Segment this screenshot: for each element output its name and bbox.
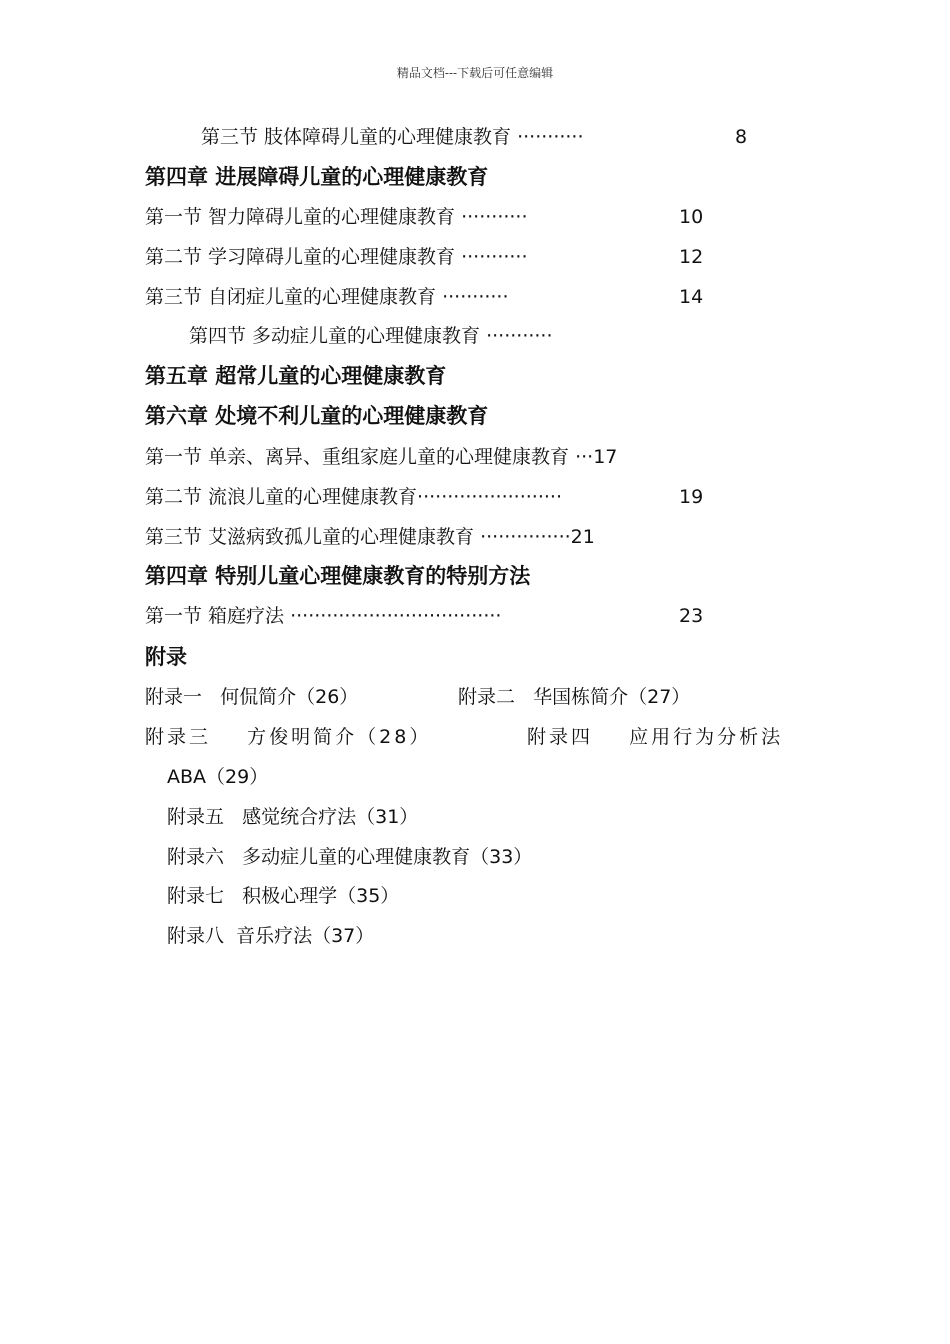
toc-page-number: 10 bbox=[679, 206, 704, 228]
toc-page-number: 14 bbox=[679, 286, 704, 308]
appendix-line: 附录八 音乐疗法（37） bbox=[167, 925, 375, 947]
toc-line: 第一节 箱庭疗法 ··································· bbox=[145, 605, 502, 627]
appendix-line: 附录四 应用行为分析法 bbox=[527, 726, 784, 748]
toc-line: 第二节 学习障碍儿童的心理健康教育 ··········· bbox=[145, 246, 528, 268]
toc-chapter: 第四章 进展障碍儿童的心理健康教育 bbox=[145, 165, 489, 189]
toc-line: 第三节 自闭症儿童的心理健康教育 ··········· bbox=[145, 286, 509, 308]
toc-chapter: 附录 bbox=[145, 645, 187, 669]
toc-chapter: 第五章 超常儿童的心理健康教育 bbox=[145, 364, 447, 388]
toc-chapter: 第四章 特别儿童心理健康教育的特别方法 bbox=[145, 564, 531, 588]
appendix-line: 附录五 感觉统合疗法（31） bbox=[167, 806, 419, 828]
toc-page-number: 19 bbox=[679, 486, 704, 508]
toc-line: 第三节 肢体障碍儿童的心理健康教育 ··········· bbox=[201, 126, 584, 148]
toc-line: 第一节 智力障碍儿童的心理健康教育 ··········· bbox=[145, 206, 528, 228]
toc-line: 第四节 多动症儿童的心理健康教育 ··········· bbox=[189, 325, 553, 347]
toc-page-number: 23 bbox=[679, 605, 704, 627]
page-header: 精品文档---下载后可任意编辑 bbox=[396, 66, 554, 80]
toc-line: 第二节 流浪儿童的心理健康教育························ bbox=[145, 486, 562, 508]
appendix-line: 附录六 多动症儿童的心理健康教育（33） bbox=[167, 846, 533, 868]
toc-line: 第三节 艾滋病致孤儿童的心理健康教育 ···············21 bbox=[145, 526, 595, 548]
appendix-line: 附录七 积极心理学（35） bbox=[167, 885, 400, 907]
toc-page-number: 8 bbox=[735, 126, 748, 148]
appendix-line: 附录一 何侃简介（26） bbox=[145, 686, 359, 708]
toc-chapter: 第六章 处境不利儿童的心理健康教育 bbox=[145, 404, 489, 428]
appendix-line: 附录三 方俊明简介（28） bbox=[145, 726, 432, 748]
appendix-line: ABA（29） bbox=[167, 766, 269, 788]
toc-page-number: 12 bbox=[679, 246, 704, 268]
appendix-line: 附录二 华国栋简介（27） bbox=[458, 686, 691, 708]
toc-line: 第一节 单亲、离异、重组家庭儿童的心理健康教育 ···17 bbox=[145, 446, 618, 468]
